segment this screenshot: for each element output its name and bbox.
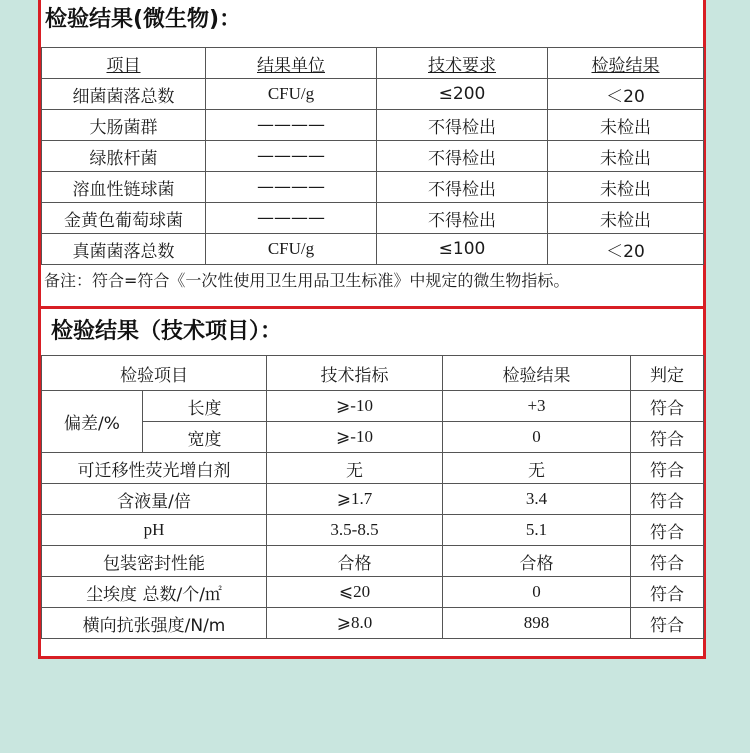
result-cell: 合格	[443, 546, 631, 577]
deviation-label: 偏差/%	[42, 391, 143, 453]
judgement-cell: 符合	[631, 608, 704, 639]
item-cell: 含液量/倍	[42, 484, 267, 515]
result-cell: 未检出	[548, 203, 704, 234]
table-row	[42, 234, 704, 265]
item-cell: 金黄色葡萄球菌	[42, 203, 206, 234]
table-header-row	[42, 48, 704, 79]
judgement-cell: 符合	[631, 515, 704, 546]
indicator-cell: ⩾8.0	[267, 608, 443, 639]
unit-cell: ————	[206, 110, 377, 141]
item-cell: 大肠菌群	[42, 110, 206, 141]
item-cell: pH	[42, 515, 267, 546]
result-cell: 0	[443, 422, 631, 453]
header-judgement: 判定	[631, 356, 704, 391]
table-row	[42, 577, 704, 608]
unit-cell: ————	[206, 172, 377, 203]
requirement-cell: 不得检出	[377, 172, 548, 203]
table-row	[42, 141, 704, 172]
judgement-cell: 符合	[631, 546, 704, 577]
result-cell: 898	[443, 608, 631, 639]
indicator-cell: ⩾-10	[267, 422, 443, 453]
unit-cell: CFU/g	[206, 79, 377, 110]
requirement-cell: 不得检出	[377, 110, 548, 141]
result-cell: 5.1	[443, 515, 631, 546]
result-cell: 3.4	[443, 484, 631, 515]
result-cell: 未检出	[548, 141, 704, 172]
indicator-cell: 3.5-8.5	[267, 515, 443, 546]
header-result: 检验结果	[548, 48, 704, 79]
result-cell: 未检出	[548, 172, 704, 203]
requirement-cell: ≤200	[377, 79, 548, 110]
table-row	[42, 391, 704, 422]
indicator-cell: ⩽20	[267, 577, 443, 608]
result-cell: ＜20	[548, 234, 704, 265]
judgement-cell: 符合	[631, 577, 704, 608]
item-cell: 尘埃度 总数/个/㎡	[42, 577, 267, 608]
technical-table	[41, 355, 704, 639]
indicator-cell: ⩾-10	[267, 391, 443, 422]
result-cell: +3	[443, 391, 631, 422]
judgement-cell: 符合	[631, 391, 704, 422]
header-test-item: 检验项目	[42, 356, 267, 391]
technical-panel	[38, 309, 706, 659]
table-row	[42, 515, 704, 546]
table-row	[42, 484, 704, 515]
item-cell: 溶血性链球菌	[42, 172, 206, 203]
table-row	[42, 453, 704, 484]
judgement-cell: 符合	[631, 484, 704, 515]
unit-cell: ————	[206, 203, 377, 234]
requirement-cell: 不得检出	[377, 141, 548, 172]
table-header-row	[42, 356, 704, 391]
judgement-cell: 符合	[631, 453, 704, 484]
item-cell: 可迁移性荧光增白剂	[42, 453, 267, 484]
item-cell: 绿脓杆菌	[42, 141, 206, 172]
table-row	[42, 203, 704, 234]
table-row	[42, 172, 704, 203]
judgement-cell: 符合	[631, 422, 704, 453]
result-cell: 0	[443, 577, 631, 608]
microbiology-panel	[38, 0, 706, 309]
unit-cell: CFU/g	[206, 234, 377, 265]
sub-item-cell: 长度	[143, 391, 267, 422]
unit-cell: ————	[206, 141, 377, 172]
requirement-cell: ≤100	[377, 234, 548, 265]
item-cell: 细菌菌落总数	[42, 79, 206, 110]
header-item: 项目	[42, 48, 206, 79]
microbiology-note: 备注：符合=符合《一次性使用卫生用品卫生标准》中规定的微生物指标。	[44, 271, 570, 290]
microbiology-table	[41, 47, 704, 265]
result-cell: 未检出	[548, 110, 704, 141]
table-row	[42, 79, 704, 110]
table-row	[42, 608, 704, 639]
indicator-cell: 合格	[267, 546, 443, 577]
header-result: 检验结果	[443, 356, 631, 391]
table-row	[42, 110, 704, 141]
indicator-cell: 无	[267, 453, 443, 484]
item-cell: 包装密封性能	[42, 546, 267, 577]
item-cell: 真菌菌落总数	[42, 234, 206, 265]
requirement-cell: 不得检出	[377, 203, 548, 234]
header-unit: 结果单位	[206, 48, 377, 79]
result-cell: 无	[443, 453, 631, 484]
item-cell: 横向抗张强度/N/m	[42, 608, 267, 639]
table-row	[42, 546, 704, 577]
indicator-cell: ⩾1.7	[267, 484, 443, 515]
technical-title: 检验结果（技术项目）：	[51, 319, 283, 344]
result-cell: ＜20	[548, 79, 704, 110]
microbiology-title: 检验结果(微生物)：	[45, 7, 242, 32]
sub-item-cell: 宽度	[143, 422, 267, 453]
header-indicator: 技术指标	[267, 356, 443, 391]
header-requirement: 技术要求	[377, 48, 548, 79]
